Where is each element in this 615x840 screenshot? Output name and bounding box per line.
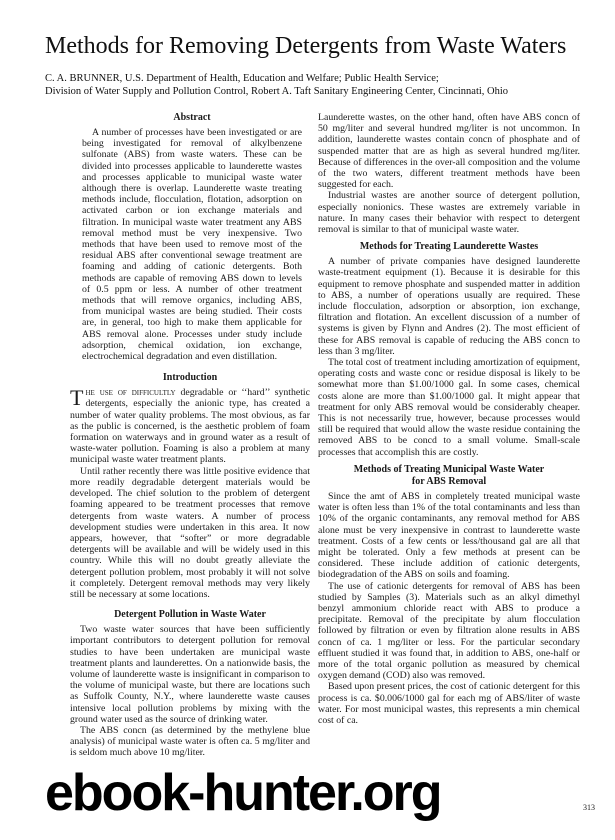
watermark: ebook-hunter.org	[45, 763, 441, 822]
launderette-heading: Methods for Treating Launderette Wastes	[359, 241, 539, 253]
page-header	[0, 0, 615, 98]
pollution-paragraph-2: The ABS concn (as determined by the methylene blue analysis) of municipal waste water is often ca. 5 mg/liter and is seldom much above 10 mg/liter.	[70, 724, 310, 759]
introduction-paragraph-2: Until rather recently there was little positive evidence that more readily degradable detergent materials would be developed. The chief solution to the problem of detergent foaming appeared to be treatment processes that remove detergents from waste waters. A number of process development studies were undertaken in this area. It now appears, however, that “softer” or more degradable detergents will be available and will be widely used in this country. While this will no doubt greatly alleviate the detergent pollution problem, most probably it will not solve it completely. Detergent removal methods may very likely still be necessary at some locations.	[70, 465, 310, 600]
page-footer	[0, 759, 615, 825]
drop-cap: T	[70, 385, 84, 411]
right-column	[318, 106, 580, 759]
body-columns	[0, 98, 615, 759]
author-line-1: C. A. BRUNNER, U.S. Department of Health, Education and Welfare; Public Health Service;	[45, 73, 439, 84]
launderette-paragraph-2: The total cost of treatment including amortization of equipment, operating costs and waste conc or residue disposal is likely to be somewhat more than $1.00/1000 gal. In some cases, chemical costs alone are more than $1.00/1000 gal. It might appear that treatment for only ABS removal would be considerably cheaper. This is not necessarily true, however, because processes would still be required that would allow the waste residue containing the removed ABS to be concd to a small volume. Small-scale processes that accomplish this are costly.	[318, 357, 580, 458]
small-caps-lead: he use of difficultly	[85, 387, 176, 399]
introduction-heading: Introduction	[162, 372, 218, 384]
launderette-paragraph-1: A number of private companies have designed launderette waste-treatment equipment (1). Because it is desirable for this equipment to remove phosphate and suspended matter in addition to ABS, a number of operations usually are required. These include flocculation, adsorption or absorption, ion exchange, filtration and flotation. An excellent discussion of a number of systems is given by Flynn and Andres (2). The most efficient of these for ABS removal is capable of reducing the ABS concn to less than 3 mg/liter.	[318, 256, 580, 357]
pollution-paragraph-1: Two waste water sources that have been sufficiently important contributors to detergent pollution for removal studies to have been undertaken are municipal waste treatment plants and launderettes. On a nationwide basis, the volume of launderette waste is insignificant in comparison to the volume of municipal waste, but there are locations such as Suffolk County, N.Y., where launderette waste causes intensive local pollution problems by mixing with the ground water used as the source of drinking water.	[70, 624, 310, 725]
paper-title: Methods for Removing Detergents from Waste Waters	[45, 33, 567, 59]
pollution-heading: Detergent Pollution in Waste Water	[114, 609, 266, 621]
page-number: 313	[583, 802, 595, 812]
municipal-heading-line-1: Methods of Treating Municipal Waste Water	[353, 463, 545, 475]
municipal-heading	[318, 464, 580, 488]
left-column	[70, 106, 310, 759]
pollution-paragraph-3: Launderette wastes, on the other hand, often have ABS concn of 50 mg/liter and several hundred mg/liter is not uncommon. In addition, launderette wastes contain concn of phosphate and of suspended matter that are as high as several hundred mg/liter. Because of differences in the over-all composition and the volume of the two waters, different treatment methods have been suggested for each.	[318, 112, 580, 191]
introduction-text: degradable or ‘‘hard’’ synthetic detergents, especially the anionic type, has created a number of water quality problems. The most obvious, as far as the public is concerned, is the aesthetic problem of foam formation on waterways and in ground water as a result of waste-water pollution. Foaming is also a problem at many municipal waste water treatment plants.	[70, 387, 311, 466]
municipal-paragraph-3: Based upon present prices, the cost of cationic detergent for this process is ca. $0.006/1000 gal for each mg of ABS/liter of waste water. For most municipal wastes, this represents a min chemical cost of ca.	[318, 681, 580, 726]
municipal-paragraph-2: The use of cationic detergents for removal of ABS has been studied by Samples (3). Materials such as an alkyl dimethyl benzyl ammonium chloride react with ABS to produce a precipitate. Removal of the precipitate by alum flocculation followed by filtration or even by filtration alone results in ABS concn of ca. 1 mg/liter or less. For the particular secondary effluent studied it was found that, in addition to ABS, one-half or more of the total organic pollution as measured by chemical oxygen demand (COD) also was removed.	[318, 580, 580, 682]
introduction-paragraph-1	[70, 387, 310, 465]
author-line-2: Division of Water Supply and Pollution Control, Robert A. Taft Sanitary Engineering Center, Cincinnati, Ohio	[45, 86, 509, 97]
pollution-paragraph-4: Industrial wastes are another source of detergent pollution, especially nonionics. These wastes are extremely variable in nature. In many cases their behavior with respect to detergent removal is similar to that of municipal waste water.	[318, 190, 580, 236]
author-affiliation	[45, 72, 575, 98]
abstract-text: A number of processes have been investigated or are being investigated for removal of alkylbenzene sulfonate (ABS) from waste waters. These can be divided into processes applicable to launderette wastes and processes applicable to municipal waste water although there is overlap. Launderette waste treating methods include, flocculation, flotation, adsorption on activated carbon or ion exchange materials and filtration. In municipal waste water treatment any ABS removal method must be very inexpensive. Two methods that have been used to remove most of the residual ABS after conventional sewage treatment are foaming and adding of cationic detergents. Both methods are capable of removing ABS down to levels of 0.5 ppm or less. A number of other treatment methods that will remove organics, including ABS, from municipal wastes are being studied. Their costs are, in general, too high to make them applicable for ABS removal alone. Processes under study include adsorption, chemical oxidation, ion exchange, electrochemical degradation and even distillation.	[82, 127, 302, 363]
municipal-heading-line-2: for ABS Removal	[411, 475, 487, 487]
abstract-heading: Abstract	[173, 112, 211, 123]
municipal-paragraph-1: Since the amt of ABS in completely treated municipal waste water is often less than 1% of the total contaminants and less than 10% of the organic contaminants, any removal method for ABS alone must be very inexpensive in contrast to launderette waste treatment. Costs of a few cents or less/thousand gal are all that might be tolerated. Only a few methods at present can be considered. These include addition of cationic detergents, biodegradation of the ABS on soils and foaming.	[318, 490, 580, 581]
abstract	[82, 112, 302, 362]
